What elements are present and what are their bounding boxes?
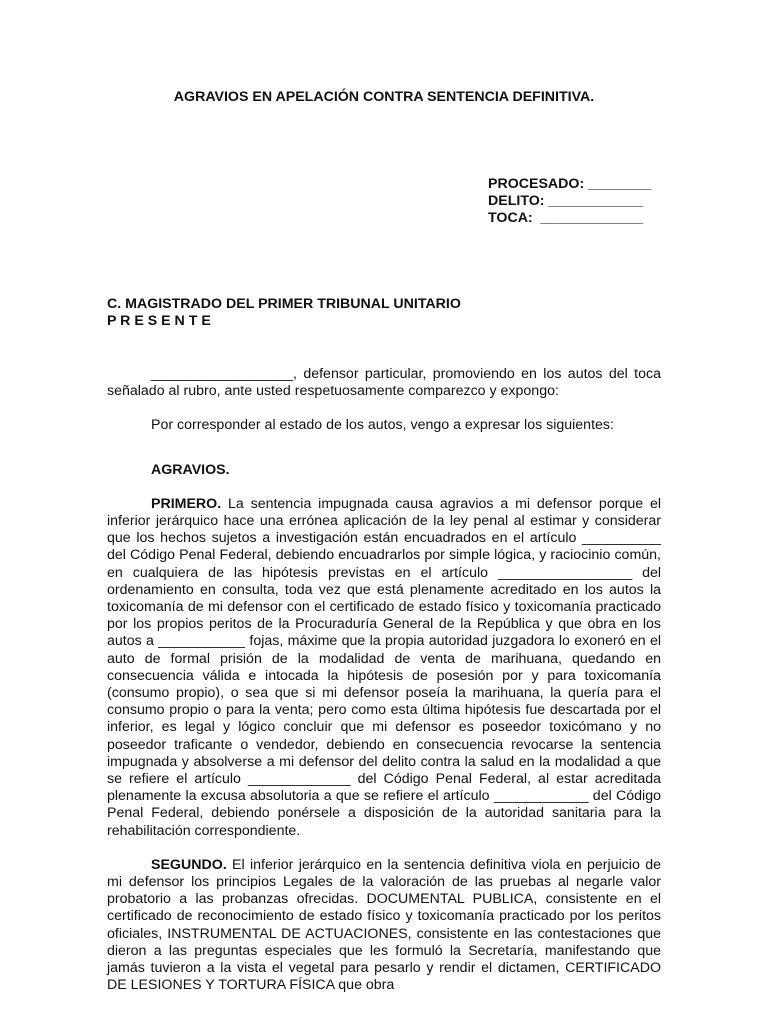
case-fields: [488, 176, 651, 228]
case-field-delito: DELITO: ____________: [488, 193, 644, 210]
paragraph-primero: [107, 496, 661, 840]
addressee-presente: P R E S E N T E: [107, 313, 211, 330]
paragraph-lead: SEGUNDO.: [151, 856, 227, 873]
paragraph-segundo: [107, 857, 661, 995]
case-field-toca: TOCA: _____________: [488, 210, 644, 227]
paragraph-lead: PRIMERO.: [151, 495, 222, 512]
section-heading: AGRAVIOS.: [151, 461, 230, 478]
paragraph-text: La sentencia impugnada causa agravios a mi defensor porque el inferior jerárquico hace una errónea aplicación de la ley penal al estimar y considerar que los hechos sujetos a investigación están encuadrados en el artículo __________ del Código Penal Federal, debiendo encuadrarlos por simple lógica, y raciocinio común, en cualquiera de las hipótesis previstas en el artículo _________________ del ordenamiento en consulta, toda vez que está plenamente acreditado en los autos la toxicomanía de mi defensor con el certificado de estado físico y toxicomanía practicado por los propios peritos de la Procuraduría General de la República y que obra en los autos a ___________ fojas, máxime que la propia autoridad juzgadora lo exoneró en el auto de formal prisión de la modalidad de venta de marihuana, quedando en consecuencia válida e intocada la hipótesis de posesión por y para toxicomanía (consumo propio), o sea que si mi defensor poseía la marihuana, la quería para el consumo propio o para la venta; pero como esta última hipótesis fue descartada por el inferior, es legal y lógico concluir que mi defensor es poseedor toxicómano y no poseedor traficante o vendedor, debiendo en consecuencia revocarse la sentencia impugnada y absolverse a mi defensor del delito contra la salud en la modalidad a que se refiere el artículo _____________ del Código Penal Federal, al estar acreditada plenamente la excusa absolutoria a que se refiere el artículo ____________ del Código Penal Federal, debiendo ponérsele a disposición de la autoridad sanitaria para la rehabilitación correspondiente.: [107, 495, 661, 839]
addressee: [107, 296, 461, 330]
paragraph-text: El inferior jerárquico en la sentencia definitiva viola en perjuicio de mi defensor los principios Legales de la valoración de las pruebas al negarle valor probatorio a las probanzas ofrecidas. DOCUMENTAL PUBLICA, consistente en el certificado de reconocimiento de estado físico y toxicomanía practicado por los peritos oficiales, INSTRUMENTAL DE ACTUACIONES, consistente en las contestaciones que dieron a las preguntas especiales que les formuló la Secretaría, manifestando que jamás tuvieron a la vista el vegetal para pesarlo y rendir el dictamen, CERTIFICADO DE LESIONES Y TORTURA FÍSICA que obra: [107, 856, 661, 994]
document-body: [107, 366, 661, 995]
document-title: AGRAVIOS EN APELACIÓN CONTRA SENTENCIA DEFINITIVA.: [173, 89, 595, 105]
intro-paragraph: __________________, defensor particular, promoviendo en los autos del toca señalado al rubro, ante usted respetuosamente comparezco y expongo:: [107, 366, 661, 400]
case-field-procesado: PROCESADO: ________: [488, 176, 652, 192]
addressee-line: C. MAGISTRADO DEL PRIMER TRIBUNAL UNITARIO: [107, 296, 461, 312]
intro-paragraph-2: Por corresponder al estado de los autos, vengo a expresar los siguientes:: [151, 417, 614, 434]
